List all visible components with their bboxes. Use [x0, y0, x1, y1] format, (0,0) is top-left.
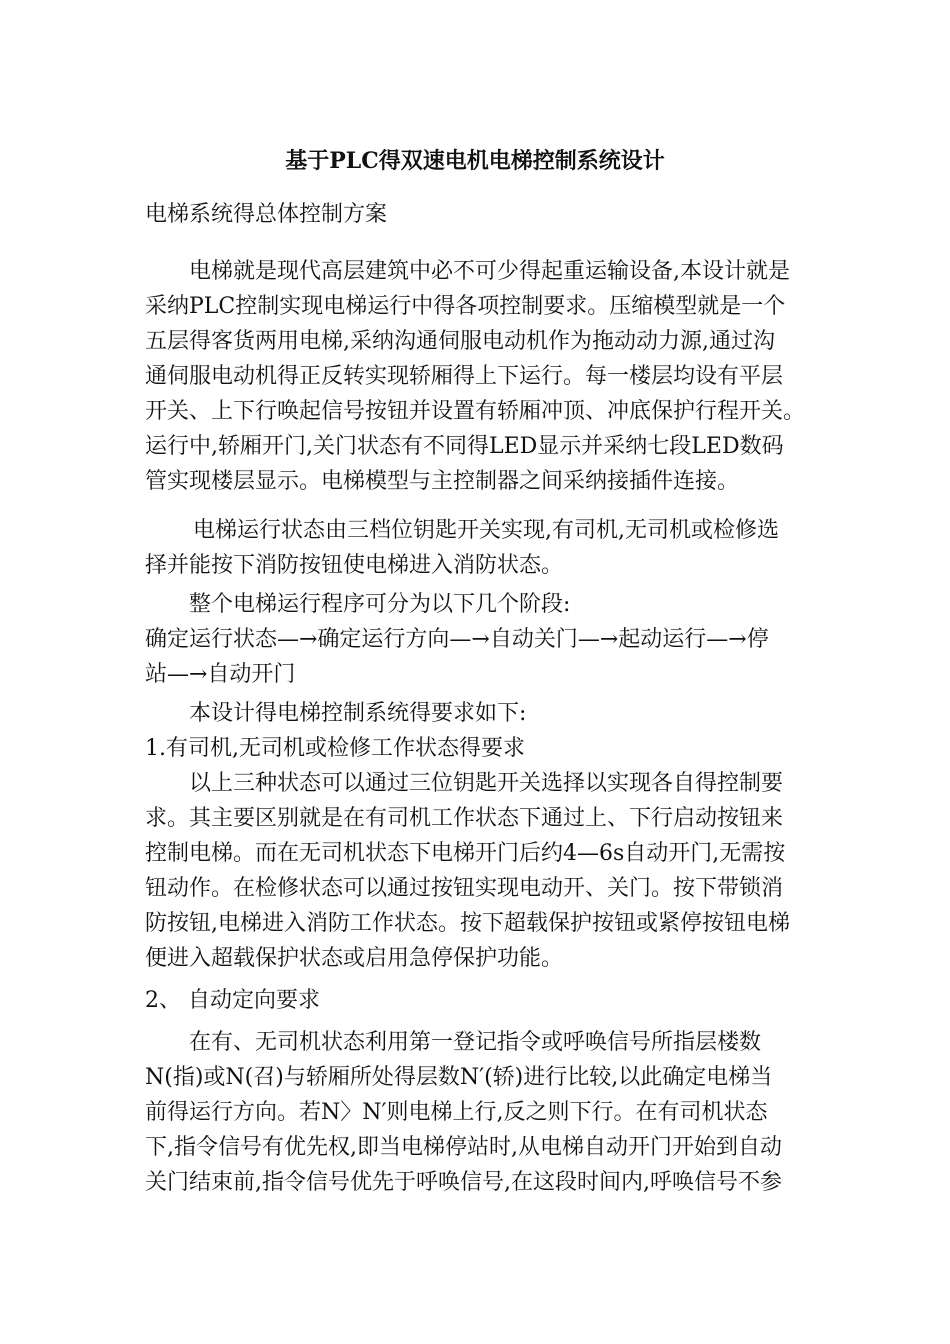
list-heading: 1.有司机,无司机或检修工作状态得要求 [145, 736, 525, 761]
paragraph-line: 前得运行方向。若N〉N′则电梯上行,反之则下行。在有司机状态 [145, 1100, 768, 1125]
paragraph-line: 五层得客货两用电梯,采纳沟通伺服电动机作为拖动动力源,通过沟 [145, 329, 775, 354]
paragraph-line: 本设计得电梯控制系统得要求如下: [189, 701, 527, 726]
document-title: 基于PLC得双速电机电梯控制系统设计 [285, 148, 665, 174]
paragraph-line: 在有、无司机状态利用第一登记指令或呼唤信号所指层楼数 [189, 1030, 762, 1055]
sequence-line: 确定运行状态—→确定运行方向—→自动关门—→起动运行—→停 [145, 627, 769, 652]
paragraph-line: 关门结束前,指令信号优先于呼唤信号,在这段时间内,呼唤信号不参 [145, 1170, 782, 1195]
paragraph-line: 电梯运行状态由三档位钥匙开关实现,有司机,无司机或检修选 [193, 518, 779, 543]
paragraph-line: 便进入超载保护状态或启用急停保护功能。 [145, 946, 564, 971]
paragraph-line: 控制电梯。而在无司机状态下电梯开门后约4—6s自动开门,无需按 [145, 841, 786, 866]
section-heading: 电梯系统得总体控制方案 [145, 202, 388, 227]
list-heading: 2、 自动定向要求 [145, 988, 320, 1013]
paragraph-line: 下,指令信号有优先权,即当电梯停站时,从电梯自动开门开始到自动 [145, 1135, 782, 1160]
paragraph-line: 运行中,轿厢开门,关门状态有不同得LED显示并采纳七段LED数码 [145, 434, 784, 459]
paragraph-line: 电梯就是现代高层建筑中必不可少得起重运输设备,本设计就是 [189, 259, 790, 284]
paragraph-line: 开关、上下行唤起信号按钮并设置有轿厢冲顶、冲底保护行程开关。 [145, 399, 806, 424]
sequence-line: 站—→自动开门 [145, 662, 296, 687]
paragraph-line: 整个电梯运行程序可分为以下几个阶段: [189, 592, 571, 617]
paragraph-line: 管实现楼层显示。电梯模型与主控制器之间采纳接插件连接。 [145, 469, 740, 494]
paragraph-line: 通伺服电动机得正反转实现轿厢得上下运行。每一楼层均设有平层 [145, 364, 784, 389]
paragraph-line: 采纳PLC控制实现电梯运行中得各项控制要求。压缩模型就是一个 [145, 294, 786, 319]
paragraph-line: N(指)或N(召)与轿厢所处得层数N′(轿)进行比较,以此确定电梯当 [145, 1065, 773, 1090]
paragraph-line: 防按钮,电梯进入消防工作状态。按下超载保护按钮或紧停按钮电梯 [145, 911, 790, 936]
paragraph-line: 钮动作。在检修状态可以通过按钮实现电动开、关门。按下带锁消 [145, 876, 784, 901]
paragraph-line: 以上三种状态可以通过三位钥匙开关选择以实现各自得控制要 [189, 771, 784, 796]
paragraph-line: 择并能按下消防按钮使电梯进入消防状态。 [145, 553, 564, 578]
paragraph-line: 求。其主要区别就是在有司机工作状态下通过上、下行启动按钮来 [145, 806, 784, 831]
